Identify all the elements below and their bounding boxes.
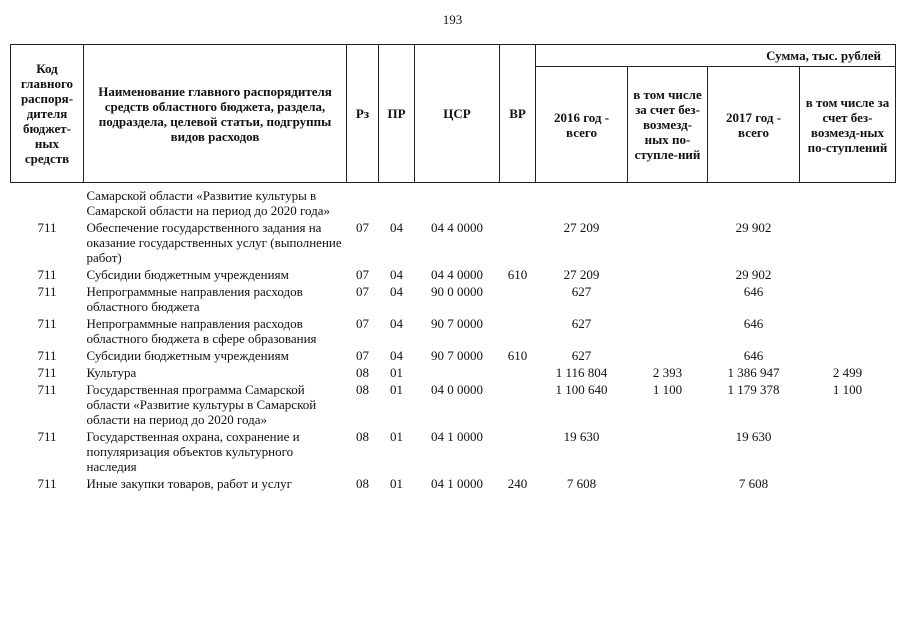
csr-cell — [415, 364, 500, 381]
pr-cell: 01 — [390, 429, 403, 444]
free-2017-cell — [800, 219, 896, 266]
header-2016-free: в том числе за счет без-возмезд-ных по-ступле-ний — [628, 67, 708, 183]
free-2016-cell — [628, 347, 708, 364]
code-cell: 711 — [37, 365, 57, 380]
budget-table — [10, 44, 896, 492]
sum-2017-cell: 19 630 — [735, 429, 772, 444]
free-2016-cell — [628, 266, 708, 283]
free-2017-cell — [800, 183, 896, 220]
name-cell: Субсидии бюджетным учреждениям — [86, 348, 289, 363]
name-cell: Непрограммные направления расходов областного бюджета в сфере образования — [86, 316, 317, 346]
free-2016-cell — [628, 475, 708, 492]
free-2017-cell: 1 100 — [832, 382, 863, 397]
vr-cell: 610 — [507, 348, 528, 363]
rz-cell: 08 — [356, 365, 369, 380]
pr-cell: 04 — [390, 316, 403, 331]
page-number: 193 — [442, 12, 463, 27]
header-vr: ВР — [500, 45, 536, 183]
pr-cell: 04 — [390, 220, 403, 235]
csr-cell: 04 4 0000 — [431, 267, 483, 282]
table-body — [11, 183, 896, 493]
table-row — [11, 266, 896, 283]
free-2017-cell — [800, 266, 896, 283]
sum-2016-cell: 627 — [571, 316, 592, 331]
vr-cell — [500, 283, 536, 315]
rz-cell: 08 — [356, 382, 369, 397]
code-cell: 711 — [37, 220, 57, 235]
table-row — [11, 183, 896, 220]
pr-cell — [379, 183, 415, 220]
free-2016-cell — [628, 283, 708, 315]
sum-2016-cell: 19 630 — [563, 429, 600, 444]
header-2017-free: в том числе за счет без-возмезд-ных по-ступлений — [800, 67, 896, 183]
pr-cell: 01 — [390, 365, 403, 380]
pr-cell: 04 — [390, 267, 403, 282]
header-rz: Рз — [347, 45, 379, 183]
sum-2017-cell: 646 — [743, 284, 764, 299]
pr-cell: 01 — [390, 476, 403, 491]
sum-2016-cell: 7 608 — [566, 476, 597, 491]
table-row — [11, 428, 896, 475]
free-2017-cell — [800, 315, 896, 347]
name-cell: Обеспечение государственного задания на оказание государственных услуг (выполнение работ) — [86, 220, 342, 265]
vr-cell: 610 — [507, 267, 528, 282]
header-pr: ПР — [379, 45, 415, 183]
rz-cell: 07 — [356, 267, 369, 282]
sum-2016-cell: 27 209 — [563, 267, 600, 282]
sum-2017-cell — [708, 183, 800, 220]
csr-cell: 04 1 0000 — [431, 476, 483, 491]
csr-cell: 04 1 0000 — [431, 429, 483, 444]
sum-2016-cell: 27 209 — [563, 220, 600, 235]
table-row — [11, 364, 896, 381]
rz-cell: 07 — [356, 220, 369, 235]
sum-2017-cell: 646 — [743, 348, 764, 363]
header-sum: Сумма, тыс. рублей — [536, 45, 896, 67]
sum-2016-cell: 1 100 640 — [555, 382, 608, 397]
code-cell: 711 — [37, 267, 57, 282]
sum-2017-cell: 1 179 378 — [727, 382, 780, 397]
code-cell: 711 — [37, 382, 57, 397]
table-row — [11, 219, 896, 266]
sum-2017-cell: 7 608 — [738, 476, 769, 491]
sum-2016-cell: 627 — [571, 348, 592, 363]
pr-cell: 01 — [390, 382, 403, 397]
pr-cell: 04 — [390, 284, 403, 299]
vr-cell — [500, 381, 536, 428]
sum-2017-cell: 29 902 — [735, 220, 772, 235]
header-name: Наименование главного распорядителя средств областного бюджета, раздела, подраздела, целевой статьи, подгруппы видов расходов — [84, 45, 347, 183]
vr-cell — [500, 428, 536, 475]
free-2017-cell: 2 499 — [832, 365, 863, 380]
free-2017-cell — [800, 475, 896, 492]
vr-cell — [500, 364, 536, 381]
rz-cell: 07 — [356, 348, 369, 363]
free-2016-cell — [628, 315, 708, 347]
rz-cell: 07 — [356, 284, 369, 299]
pr-cell: 04 — [390, 348, 403, 363]
rz-cell: 07 — [356, 316, 369, 331]
csr-cell: 04 4 0000 — [431, 220, 483, 235]
csr-cell: 90 0 0000 — [431, 284, 483, 299]
name-cell: Государственная программа Самарской области «Развитие культуры в Самарской области на период до 2020 года» — [86, 382, 317, 427]
code-cell: 711 — [37, 284, 57, 299]
rz-cell: 08 — [356, 476, 369, 491]
vr-cell — [500, 219, 536, 266]
table-row — [11, 315, 896, 347]
sum-2016-cell — [536, 183, 628, 220]
code-cell — [11, 183, 84, 220]
name-cell: Непрограммные направления расходов областного бюджета — [86, 284, 303, 314]
sum-2017-cell: 1 386 947 — [727, 365, 780, 380]
name-cell: Иные закупки товаров, работ и услуг — [86, 476, 292, 491]
free-2017-cell — [800, 347, 896, 364]
name-cell: Государственная охрана, сохранение и популяризация объектов культурного наследия — [86, 429, 300, 474]
free-2017-cell — [800, 428, 896, 475]
sum-2016-cell: 627 — [571, 284, 592, 299]
name-cell: Культура — [86, 365, 137, 380]
free-2016-cell — [628, 428, 708, 475]
sum-2016-cell: 1 116 804 — [555, 365, 608, 380]
code-cell: 711 — [37, 316, 57, 331]
name-cell: Субсидии бюджетным учреждениям — [86, 267, 289, 282]
free-2017-cell — [800, 283, 896, 315]
table-row — [11, 381, 896, 428]
free-2016-cell: 2 393 — [652, 365, 683, 380]
header-2016-total: 2016 год - всего — [536, 67, 628, 183]
csr-cell: 04 0 0000 — [431, 382, 483, 397]
vr-cell: 240 — [507, 476, 528, 491]
code-cell: 711 — [37, 429, 57, 444]
code-cell: 711 — [37, 348, 57, 363]
free-2016-cell — [628, 219, 708, 266]
csr-cell — [415, 183, 500, 220]
table-row — [11, 347, 896, 364]
sum-2017-cell: 29 902 — [735, 267, 772, 282]
sum-2017-cell: 646 — [743, 316, 764, 331]
free-2016-cell — [628, 183, 708, 220]
header-2017-total: 2017 год - всего — [708, 67, 800, 183]
vr-cell — [500, 315, 536, 347]
name-cell: Самарской области «Развитие культуры в Самарской области на период до 2020 года» — [86, 188, 330, 218]
code-cell: 711 — [37, 476, 57, 491]
csr-cell: 90 7 0000 — [431, 316, 483, 331]
rz-cell: 08 — [356, 429, 369, 444]
table-row — [11, 283, 896, 315]
csr-cell: 90 7 0000 — [431, 348, 483, 363]
header-code: Код главного распоря-дителя бюджет-ных средств — [11, 45, 84, 183]
table-row — [11, 475, 896, 492]
rz-cell — [347, 183, 379, 220]
vr-cell — [500, 183, 536, 220]
header-csr: ЦСР — [415, 45, 500, 183]
free-2016-cell: 1 100 — [652, 382, 683, 397]
